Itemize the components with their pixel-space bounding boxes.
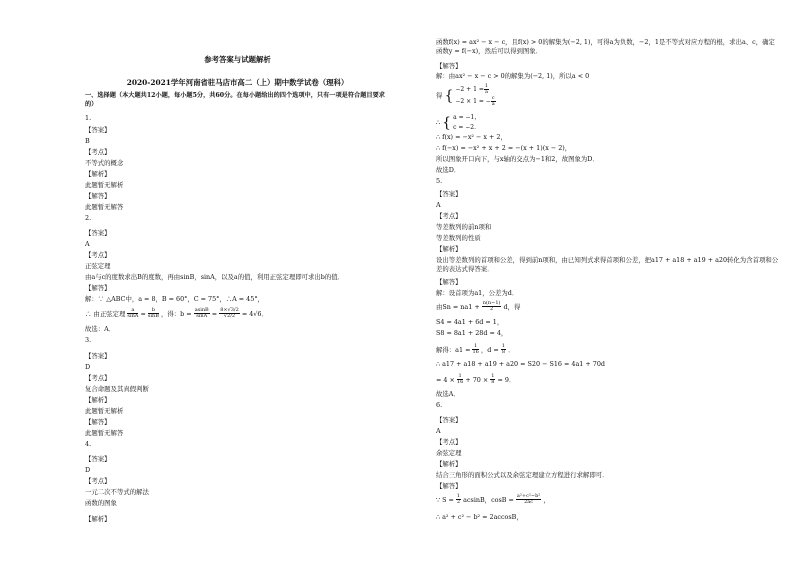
- brace-symbol: {: [444, 87, 454, 104]
- q-number: 3.: [85, 336, 92, 344]
- fraction-result: $\frac{8\times√3/2}{√2/2}$: [220, 307, 239, 320]
- topic-value: 等差数列的前n项和: [436, 223, 492, 231]
- answer-value: A: [436, 427, 441, 435]
- analysis-text: 由a与c的度数求出B的度数，再由sinB，sinA，以及a的值，利用正弦定理即可求出b的值．: [85, 273, 345, 281]
- topic-value: 正弦定理: [85, 262, 111, 270]
- fraction-d: $\frac{1}{8}$: [501, 343, 506, 356]
- system-line-c: c = −2．: [453, 123, 481, 131]
- sine-law-line: ∴ 由正弦定理 $\frac{a}{\sin A}$ = $\frac{b}{\sin B}$ ，得：b = $\frac{asinB}{\sin A}$ = $\frac{8\times√3/2}{√2/2}$ = 4√6．: [85, 307, 268, 320]
- fraction-1-8: $\frac{1}{8}$: [491, 373, 495, 386]
- system-prefix: 得: [436, 91, 443, 100]
- topic-value: 余弦定理: [436, 449, 462, 457]
- sine-law-tail: ，得：b =: [160, 309, 192, 318]
- topic-value-2: 等差数列的性质: [436, 234, 481, 242]
- solved-values: 解得：a1 = $\frac{1}{16}$ ，d = $\frac{1}{8}$ ．: [436, 343, 515, 356]
- solution-text: 解：由ax² − x − c > 0的解集为(−2, 1)，所以a < 0: [436, 72, 590, 80]
- solution-value: 此题暂无解答: [85, 203, 124, 211]
- s8-equation: S8 = 8a1 + 28d = 4，: [436, 329, 508, 337]
- solution-value: 此题暂无解答: [85, 429, 124, 437]
- fraction-1-16: $\frac{1}{16}$: [456, 373, 464, 386]
- page-title: 参考答案与试题解析: [204, 55, 271, 64]
- topic-value: 复合命题及其真假判断: [85, 385, 149, 393]
- topic-label: 【考点】: [85, 148, 111, 156]
- sum-result: = 4 × $\frac{1}{16}$ + 70 × $\frac{1}{8}$ = 9．: [436, 373, 516, 386]
- solution-label: 【解答】: [436, 482, 462, 490]
- answer-label: 【答案】: [436, 190, 462, 198]
- solution-text: 解：∵ △ABC中，a = 8，B = 60°，C = 75°，∴A = 45°，: [85, 295, 264, 303]
- brace-symbol: {: [442, 114, 452, 131]
- answer-label: 【答案】: [85, 455, 111, 463]
- exam-subtitle: 2020-2021学年河南省驻马店市高二（上）期中数学试卷（理科）: [126, 78, 349, 87]
- sn-formula-line: [436, 301, 520, 313]
- q-number: 2.: [85, 214, 92, 222]
- analysis-value: 此题暂无解析: [85, 181, 124, 189]
- d-text: ，d =: [480, 345, 499, 354]
- analysis-text: 设出等差数列的首项和公差，得到前n项和，由已知列式求得首项和公差，把a17 + a18 + a19 + a20转化为含首项和公差的表达式得答案．: [436, 256, 779, 273]
- sine-law-text: ∴ 由正弦定理: [85, 309, 126, 318]
- section-heading: 一、选择题（本大题共12小题，每小题5分，共60分。在每小题给出的四个选项中，只有一项是符合题目要求的）: [85, 92, 385, 109]
- cosine-relation: ∴ a² + c² − b² = 2accosB，: [436, 513, 523, 521]
- s4-equation: S4 = 4a1 + 6d = 1，: [436, 318, 504, 326]
- formula-line: ∴ f(−x) = −x² + x + 2 = −(x + 1)(x − 2)，: [436, 144, 572, 152]
- analysis-label: 【解析】: [436, 245, 462, 253]
- topic-value: 不等式的概念: [85, 159, 124, 167]
- fraction-a1: $\frac{1}{16}$: [472, 343, 479, 356]
- topic-value: 一元二次不等式的解法: [85, 488, 149, 496]
- answer-value: D: [85, 363, 91, 371]
- explanation-line: 所以图象开口向下，与x轴的交点为−1和2，故图象为D．: [436, 155, 599, 163]
- analysis-text: 结合三角形的面积公式以及余弦定理建立方程进行求解即可．: [436, 471, 609, 479]
- analysis-label: 【解析】: [85, 170, 111, 178]
- system-line-1: −2 + 1 = $\frac{1}{a}$: [455, 83, 489, 96]
- solution-label: 【解答】: [85, 192, 111, 200]
- topic-label: 【考点】: [85, 251, 111, 259]
- answer-value: A: [436, 201, 441, 209]
- topic-label: 【考点】: [436, 212, 462, 220]
- solution-label: 【解答】: [436, 278, 462, 286]
- conclusion: 故选：A．: [85, 325, 116, 333]
- topic-label: 【考点】: [436, 438, 462, 446]
- analysis-label: 【解析】: [85, 396, 111, 404]
- system-body-ac: [453, 113, 480, 132]
- answer-value: A: [85, 240, 90, 248]
- fraction-b-sinB: $\frac{b}{\sin B}$: [147, 307, 159, 320]
- analysis-text: 函数f(x) = ax² − x − c，且f(x) > 0的解集为(−2, 1)，可得a为负数，−2，1是不等式对应方程的根，求出a、c，确定函数y = f(−x)，然后可以得到图象．: [436, 38, 775, 55]
- solved-prefix: 解得：a1 =: [436, 345, 471, 354]
- equation-system: [436, 84, 496, 107]
- conclusion: 故选D．: [436, 166, 461, 174]
- fraction-a-sinA: $\frac{a}{\sin A}$: [127, 307, 139, 320]
- solution-label: 【解答】: [85, 284, 111, 292]
- solution-ac: ∴ { a = −1， c = −2．: [436, 114, 481, 131]
- system-line-2: −2 × 1 = − $\frac{c}{a}$: [455, 94, 495, 107]
- answer-label: 【答案】: [85, 229, 111, 237]
- area-formula: ∵ S = $\frac{1}{2}$ acsinB，cosB = $\frac{\text{a²+c²−b²}}{2ac}$ ，: [436, 493, 550, 506]
- answer-value: D: [85, 466, 91, 474]
- q-number: 1.: [85, 114, 92, 122]
- sn-tail: d，得: [503, 302, 521, 311]
- solution-text: 解：设首项为a1，公差为d．: [436, 289, 519, 297]
- q-number: 4.: [85, 440, 92, 448]
- topic-value-2: 函数的图象: [85, 499, 117, 507]
- q-number: 6.: [436, 401, 443, 409]
- fraction-n-n-1: $\frac{n(n-1)}{2}$: [482, 300, 501, 313]
- conclusion: 故选A．: [436, 390, 460, 398]
- fraction-1-2: $\frac{1}{2}$: [456, 493, 461, 506]
- analysis-value: 此题暂无解析: [85, 407, 124, 415]
- topic-label: 【考点】: [85, 374, 111, 382]
- analysis-label: 【解析】: [85, 515, 111, 523]
- solution-label: 【解答】: [85, 418, 111, 426]
- fraction-asinB-sinA: $\frac{asinB}{\sin A}$: [194, 307, 209, 320]
- answer-value: B: [85, 137, 90, 145]
- answer-label: 【答案】: [85, 126, 111, 134]
- answer-label: 【答案】: [85, 352, 111, 360]
- fraction-cosB: $\frac{\text{a²+c²−b²}}{2ac}$: [516, 493, 541, 506]
- system-line-a: a = −1，: [453, 114, 481, 121]
- formula-line: ∴ f(x) = −x² − x + 2，: [436, 133, 507, 141]
- sum-equation: ∴ a17 + a18 + a19 + a20 = S20 − S16 = 4a1 + 70d: [436, 360, 605, 368]
- answer-label: 【答案】: [436, 416, 462, 424]
- analysis-label: 【解析】: [436, 460, 462, 468]
- q-number: 5.: [436, 177, 443, 185]
- system-body: [455, 84, 495, 107]
- topic-label: 【考点】: [85, 477, 111, 485]
- sn-prefix: 由Sn = na1 +: [436, 302, 480, 311]
- solution-label: 【解答】: [436, 62, 462, 70]
